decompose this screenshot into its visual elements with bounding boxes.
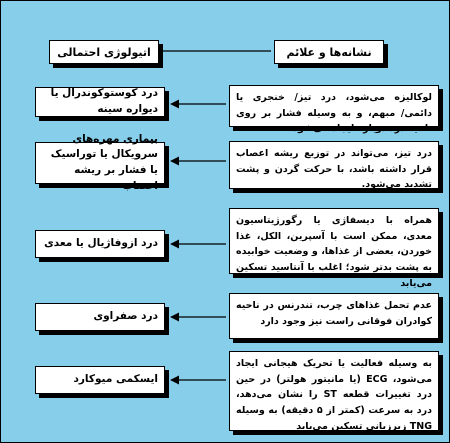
sign-text-1: لوکالیزه می‌شود، درد تیز/ خنجری یا دائمی/ مبهم، و به وسیله فشار بر روی ناحیه درد دوباره ایجاد می‌شود — [236, 92, 432, 135]
sign-text-5: به وسیله فعالیت یا تحریک هیجانی ایجاد می‌شود، ECG (یا مانیتور هولتر) در حین درد تغییرات قطعه ST را نشان می‌دهد، درد به سرعت (کمتر از ۵ دقیقه) به وسیله TNG زیرزبانی تسکین می‌یابد — [236, 358, 433, 432]
cause-text-4: درد صفراوی — [93, 310, 158, 323]
cause-box-2 — [35, 132, 165, 192]
sign-text-4: عدم تحمل غذاهای چرب، تندرنس در ناحیه کوادران فوقانی راست نیز وجود دارد — [236, 300, 432, 327]
sign-box-2 — [229, 141, 439, 189]
cause-text-1: درد کوستوکوندرال یا دیواره سینه — [50, 87, 158, 115]
sign-box-3 — [229, 208, 439, 289]
sign-box-1 — [229, 85, 439, 135]
cause-text-3: درد ازوفاژیال یا معدی — [44, 237, 158, 250]
cause-text-2: بیماری مهره‌های سرویکال یا توراسیک یا فشار بر ریشه اعصاب — [50, 132, 158, 192]
sign-box-5 — [229, 351, 439, 431]
cause-box-1 — [35, 87, 165, 117]
etiology-header — [49, 40, 159, 64]
etiology-header-label: اتیولوژی احتمالی — [57, 45, 151, 59]
cause-text-5: ایسکمی میوکارد — [73, 373, 158, 386]
cause-box-5 — [35, 366, 165, 394]
sign-text-2: درد تیز، می‌تواند در توزیع ریشه اعصاب قرار داشته باشد، با حرکت گردن و پشت تشدید می‌شود. — [236, 148, 432, 191]
cause-box-4 — [35, 303, 165, 331]
sign-box-4 — [229, 293, 439, 339]
cause-box-3 — [35, 230, 165, 258]
signs-header-label: نشانه‌ها و علائم — [286, 45, 372, 59]
signs-header — [274, 40, 384, 64]
sign-text-3: همراه با دیسفاژی یا رگورژیتاسیون معدی، ممکن است با آسپرین، الکل، غذا خوردن، بعضی از غذاها، و وضعیت خوابیده به پشت بدتر شود؛ اغلب با آنتاسید تسکین می‌یابد — [236, 215, 432, 289]
